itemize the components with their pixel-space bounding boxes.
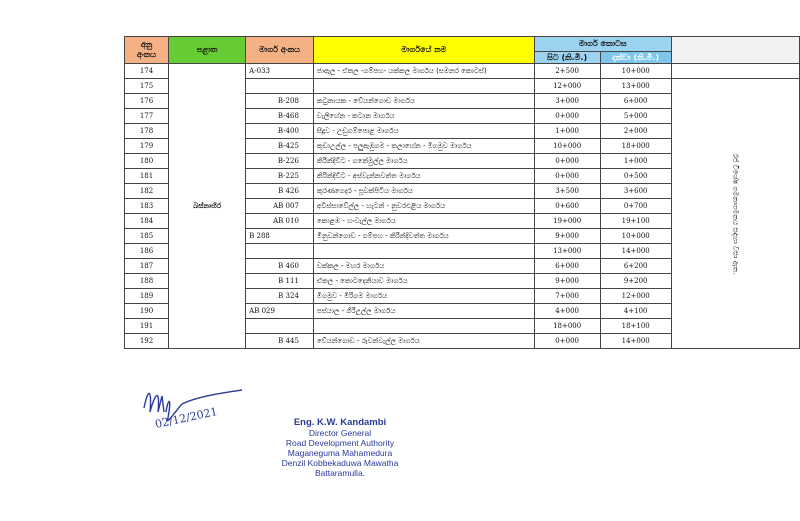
from-km-cell: 9+000: [534, 274, 600, 289]
row-number: 187: [125, 259, 169, 274]
from-km-cell: 1+000: [534, 124, 600, 139]
to-km-cell: 1+000: [600, 154, 671, 169]
row-number: 181: [125, 169, 169, 184]
road-code-cell: B 445: [246, 334, 314, 349]
header-road-code: මාර්ග අංකය: [246, 37, 314, 64]
from-km-cell: 7+000: [534, 289, 600, 304]
road-code-cell: B 460: [246, 259, 314, 274]
from-km-cell: 3+000: [534, 94, 600, 109]
row-number: 176: [125, 94, 169, 109]
to-km-cell: 10+000: [600, 229, 671, 244]
header-to: දක්වා (කි.මී.): [600, 52, 671, 64]
to-km-cell: 3+600: [600, 184, 671, 199]
header-no: අනු අංකය: [125, 37, 169, 64]
road-closure-table: [124, 36, 800, 349]
road-name-cell: සීදූව - උඩුගම්පොළ මාර්ගය: [313, 124, 534, 139]
road-code-cell: [246, 244, 314, 259]
row-number: 184: [125, 214, 169, 229]
to-km-cell: 18+100: [600, 319, 671, 334]
address-line-1: Maganeguma Mahamedura: [287, 448, 393, 458]
row-number: 192: [125, 334, 169, 349]
to-km-cell: 4+100: [600, 304, 671, 319]
road-name-cell: කුරණගෙදර - පූවක්පිටිය මාර්ගය: [313, 184, 534, 199]
signature-block: [250, 418, 430, 478]
road-name-cell: කටුනායක - වේයන්ගොඩ මාර්ගය: [313, 94, 534, 109]
from-km-cell: 10+000: [534, 139, 600, 154]
road-name-cell: [313, 319, 534, 334]
from-km-cell: 0+000: [534, 154, 600, 169]
row-number: 189: [125, 289, 169, 304]
road-code-cell: B 426: [246, 184, 314, 199]
road-name-cell: කුඩාඋල්ල - පලුඇඹුගම - තලාහේන - මීගමුව මාර්ගය: [313, 139, 534, 154]
remark-empty-cell: [671, 64, 799, 79]
from-km-cell: 4+000: [534, 304, 600, 319]
road-code-cell: B-468: [246, 109, 314, 124]
from-km-cell: 0+000: [534, 109, 600, 124]
row-number: 191: [125, 319, 169, 334]
header-from: සිට (කි.මී.): [534, 52, 600, 64]
to-km-cell: 13+000: [600, 79, 671, 94]
road-name-cell: මීගමුව - මීරිගම මාර්ගය: [313, 289, 534, 304]
row-number: 175: [125, 79, 169, 94]
road-code-cell: [246, 319, 314, 334]
handwritten-signature: [138, 378, 258, 438]
to-km-cell: 12+000: [600, 289, 671, 304]
road-name-cell: කිරින්දිවිට - ගනේමුල්ල මාර්ගය: [313, 154, 534, 169]
row-number: 180: [125, 154, 169, 169]
from-km-cell: 13+000: [534, 244, 600, 259]
remark-cell: [671, 79, 799, 349]
to-km-cell: 14+000: [600, 334, 671, 349]
road-code-cell: B 111: [246, 274, 314, 289]
from-km-cell: 19+000: [534, 214, 600, 229]
road-name-cell: වේයන්ගොඩ - රුවන්වැල්ල මාර්ගය: [313, 334, 534, 349]
to-km-cell: 18+000: [600, 139, 671, 154]
to-km-cell: 19+100: [600, 214, 671, 229]
to-km-cell: 2+000: [600, 124, 671, 139]
road-name-cell: මිනුවන්ගොඩ - ගම්පහ - කිරින්දිවත්ත මාර්ගය: [313, 229, 534, 244]
to-km-cell: 6+000: [600, 94, 671, 109]
road-code-cell: B-208: [246, 94, 314, 109]
road-name-cell: පස්යාල - ගිරිඋල්ල මාර්ගය: [313, 304, 534, 319]
road-name-cell: කිරින්දිවිට - අස්වැන්නවත්ත මාර්ගය: [313, 169, 534, 184]
road-code-cell: B-400: [246, 124, 314, 139]
header-remarks: [671, 37, 799, 64]
to-km-cell: 5+000: [600, 109, 671, 124]
row-number: 190: [125, 304, 169, 319]
road-name-cell: ජාඇල - ඒකල -ගම්පහ- යක්කල මාර්ගය (සමනර කොටස්): [313, 64, 534, 79]
to-km-cell: 10+000: [600, 64, 671, 79]
road-name-cell: වක්කල - මහර මාර්ගය: [313, 259, 534, 274]
from-km-cell: 18+000: [534, 319, 600, 334]
from-km-cell: 0+000: [534, 334, 600, 349]
row-number: 174: [125, 64, 169, 79]
row-number: 177: [125, 109, 169, 124]
from-km-cell: 2+500: [534, 64, 600, 79]
road-code-cell: A-033: [246, 64, 314, 79]
header-section: මාර්ග කොටස: [534, 37, 671, 52]
road-code-cell: [246, 79, 314, 94]
from-km-cell: 0+600: [534, 199, 600, 214]
remark-text: රජ විශේෂ ගමනාගමනය සඳහා වසා ඇත.: [731, 152, 740, 275]
signer-org: Road Development Authority: [285, 438, 395, 448]
road-name-cell: [313, 79, 534, 94]
road-code-cell: B-425: [246, 139, 314, 154]
header-road-name: මාර්ගයේ නම: [313, 37, 534, 64]
signature-date: 02/12/2021: [153, 405, 219, 431]
road-name-cell: ඒකල - කොටදෙනියාව මාර්ගය: [313, 274, 534, 289]
address-line-3: Battaramulla.: [314, 468, 366, 478]
road-code-cell: AB 010: [246, 214, 314, 229]
road-name-cell: වැලිහේන - කටාන මාර්ගය: [313, 109, 534, 124]
to-km-cell: 0+500: [600, 169, 671, 184]
to-km-cell: 0+700: [600, 199, 671, 214]
road-code-cell: B 324: [246, 289, 314, 304]
from-km-cell: 6+000: [534, 259, 600, 274]
from-km-cell: 9+000: [534, 229, 600, 244]
row-number: 183: [125, 199, 169, 214]
table-row: [125, 64, 800, 79]
row-number: 178: [125, 124, 169, 139]
row-number: 185: [125, 229, 169, 244]
row-number: 179: [125, 139, 169, 154]
division-cell: බස්නාහිර: [169, 64, 246, 349]
row-number: 182: [125, 184, 169, 199]
road-code-cell: B-226: [246, 154, 314, 169]
road-name-cell: [313, 244, 534, 259]
signer-name: Eng. K.W. Kandambi: [293, 417, 387, 428]
row-number: 186: [125, 244, 169, 259]
header-division: පළාත: [169, 37, 246, 64]
address-line-2: Denzil Kobbekaduwa Mawatha: [281, 458, 399, 468]
from-km-cell: 0+000: [534, 169, 600, 184]
to-km-cell: 9+200: [600, 274, 671, 289]
from-km-cell: 12+000: [534, 79, 600, 94]
road-name-cell: අවිස්සාවේල්ල - හැටන් - නුවරඑළිය මාර්ගය: [313, 199, 534, 214]
from-km-cell: 3+500: [534, 184, 600, 199]
to-km-cell: 14+000: [600, 244, 671, 259]
signer-title: Director General: [308, 428, 372, 438]
to-km-cell: 6+200: [600, 259, 671, 274]
road-code-cell: B 288: [246, 229, 314, 244]
road-name-cell: කොළඹ - හංවැල්ල මාර්ගය: [313, 214, 534, 229]
road-code-cell: AB 029: [246, 304, 314, 319]
row-number: 188: [125, 274, 169, 289]
road-code-cell: AB 007: [246, 199, 314, 214]
road-code-cell: B-225: [246, 169, 314, 184]
